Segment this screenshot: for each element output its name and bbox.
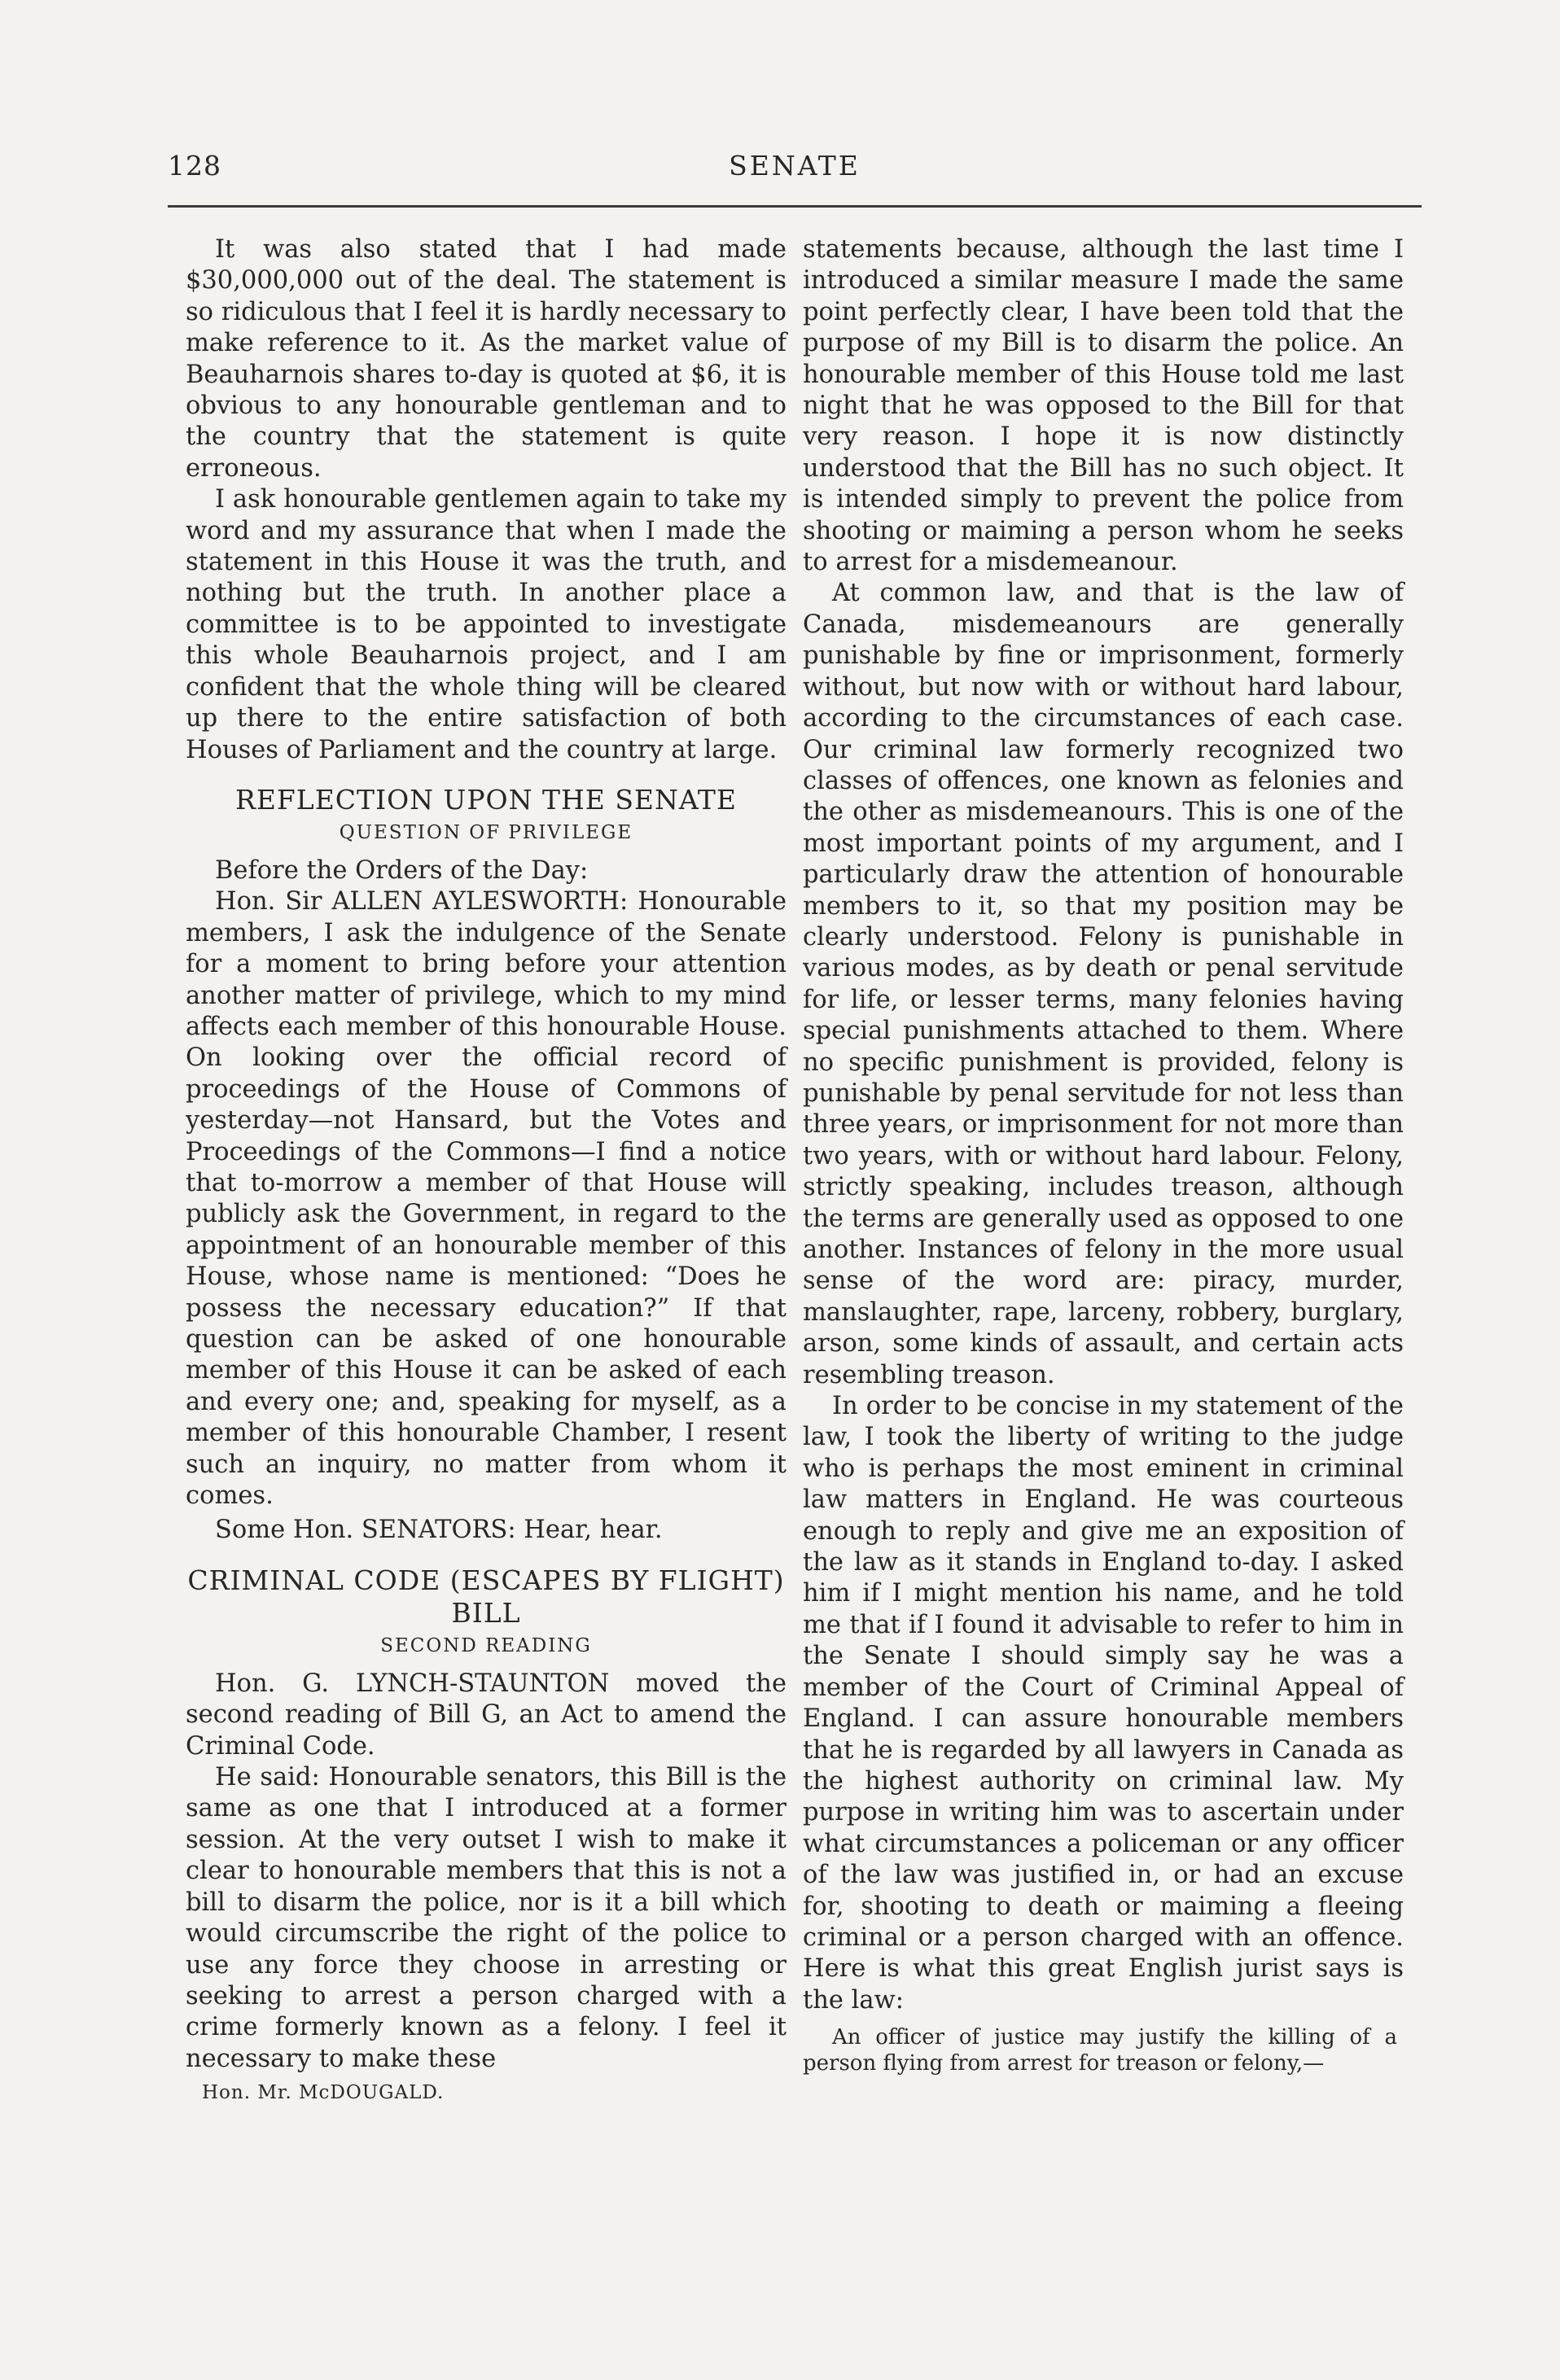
left-column [186, 234, 787, 2106]
page-header [168, 147, 1422, 195]
paragraph: I ask honourable gentlemen again to take my word and my assurance that when I made the statement in this House it was the truth, and nothing but the truth. In another place a committee is to be appointed to investigate this whole Beauharnois project, and I am confident that the whole thing will be cleared up there to the entire satisfaction of both Houses of Parliament and the country at large. [186, 485, 787, 764]
paragraph: statements because, although the last time I introduced a similar measure I made the same point perfectly clear, I have been told that the purpose of my Bill is to disarm the police. An honourable member of this House told me last night that he was opposed to the Bill for that very reason. I hope it is now distinctly understood that the Bill has no such object. It is intended simply to prevent the police from shooting or maiming a person whom he seeks to arrest for a misdemeanour. [803, 235, 1404, 577]
paragraph: He said: Honourable senators, this Bill is the same as one that I introduced at a former session. At the very outset I wish to make it clear to honourable members that this is not a bill to disarm the police, nor is it a bill which would circumscribe the right of the police to use any force they choose in arresting or seeking to arrest a person charged with a crime formerly known as a felony. I feel it necessary to make these [186, 1763, 787, 2073]
block-quote: An officer of justice may justify the killing of a person flying from arrest for treason or felony,— [803, 2025, 1397, 2076]
section-heading: REFLECTION UPON THE SENATE [234, 783, 738, 816]
paragraph: Hon. Sir ALLEN AYLESWORTH: Honourable members, I ask the indulgence of the Senate for a moment to bring before your attention another matter of privilege, which to my mind affects each member of this honourable House. On looking over the official record of proceedings of the House of Commons of yesterday—not Hansard, but the Votes and Proceedings of the Commons—I find a notice that to-morrow a member of that House will publicly ask the Government, in regard to the appointment of an honourable member of this House, whose name is mentioned: “Does he possess the necessary education?” If that question can be asked of one honourable member of this House it can be asked of each and every one; and, speaking for myself, as a member of this honourable Chamber, I resent such an inquiry, no matter from whom it comes. [186, 887, 787, 1511]
speaker-footer: Hon. Mr. McDOUGALD. [202, 2082, 445, 2104]
paragraph: Hon. G. LYNCH-STAUNTON moved the second reading of Bill G, an Act to amend the Criminal Code. [186, 1669, 787, 1761]
paragraph: At common law, and that is the law of Canada, misdemeanours are generally punishable by fine or imprisonment, formerly without, but now with or without hard labour, according to the circumstances of each case. Our criminal law formerly recognized two classes of offences, one known as felonies and the other as misdemeanours. This is one of the most important points of my argument, and I particularly draw the attention of honourable members to it, so that my position may be clearly understood. Felony is punishable in various modes, as by death or penal servitude for life, or lesser terms, many felonies having special punishments attached to them. Where no specific punishment is provided, felony is punishable by penal servitude for not less than three years, or imprisonment for not more than two years, with or without hard labour. Felony, strictly speaking, includes treason, although the terms are generally used as opposed to one another. Instances of felony in the more usual sense of the word are: piracy, murder, manslaughter, rape, larceny, robbery, burglary, arson, some kinds of assault, and certain acts resembling treason. [803, 579, 1404, 1389]
section-subheading: QUESTION OF PRIVILEGE [339, 821, 633, 843]
running-title: SENATE [729, 150, 861, 182]
right-column [803, 234, 1404, 2076]
paragraph: Before the Orders of the Day: [215, 855, 589, 885]
section-subheading: SECOND READING [380, 1634, 592, 1656]
paragraph: It was also stated that I had made $30,000,000 out of the deal. The statement is so ridiculous that I feel it is hardly necessary to make reference to it. As the market value of Beauharnois shares to-day is quoted at $6, it is obvious to any honourable gentleman and to the country that the statement is quite erroneous. [186, 235, 787, 483]
header-rule [168, 205, 1422, 208]
paragraph: In order to be concise in my statement of the law, I took the liberty of writing to the judge who is perhaps the most eminent in criminal law matters in England. He was courteous enough to reply and give me an exposition of the law as it stands in England to-day. I asked him if I might mention his name, and he told me that if I found it advisable to refer to him in the Senate I should simply say he was a member of the Court of Criminal Appeal of England. I can assure honourable members that he is regarded by all lawyers in Canada as the highest authority on criminal law. My purpose in writing him was to ascertain under what circumstances a policeman or any officer of the law was justified in, or had an excuse for, shooting to death or maiming a fleeing criminal or a person charged with an offence. Here is what this great English jurist says is the law: [803, 1392, 1404, 2015]
section-heading: CRIMINAL CODE (ESCAPES BY FLIGHT) BILL [187, 1564, 785, 1629]
page-number: 128 [168, 150, 221, 182]
paragraph: Some Hon. SENATORS: Hear, hear. [215, 1516, 663, 1545]
